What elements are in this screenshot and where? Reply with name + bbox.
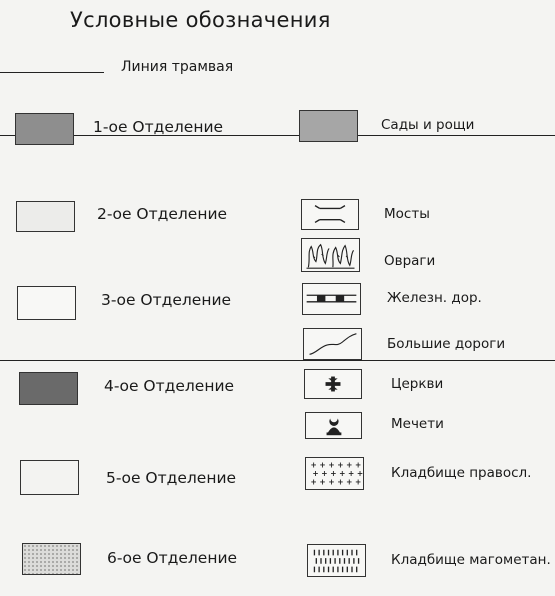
svg-text:+ + + + + +: + + + + + +	[312, 468, 363, 478]
tram-line-label: Линия трамвая	[121, 59, 234, 75]
department-6-swatch	[22, 543, 81, 575]
gardens-swatch-icon	[299, 110, 358, 142]
railway-icon	[302, 283, 361, 315]
department-6-label: 6-ое Отделение	[107, 549, 238, 567]
ravine-icon	[301, 238, 360, 272]
svg-text:+ + + + + +: + + + + + +	[310, 477, 362, 487]
muslim-cemetery-label: Кладбище магометан.	[391, 552, 551, 568]
bridge-icon	[301, 199, 359, 230]
tram-line-sample	[0, 72, 104, 73]
mosques-label: Мечети	[391, 416, 444, 432]
bridges-label: Мосты	[384, 206, 430, 222]
department-3-swatch	[17, 286, 76, 320]
legend-title: Условные обозначения	[70, 8, 331, 32]
department-3-label: 3-ое Отделение	[101, 291, 232, 309]
muslim-cemetery-icon	[307, 544, 366, 577]
department-1-label: 1-ое Отделение	[93, 118, 224, 136]
tram-line-divider	[0, 360, 555, 361]
svg-text:+ + + + + +: + + + + + +	[310, 460, 362, 470]
department-2-swatch	[16, 201, 75, 232]
department-1-swatch	[15, 113, 74, 145]
department-5-swatch	[20, 460, 79, 495]
tram-line-divider	[0, 135, 555, 136]
department-4-swatch	[19, 372, 78, 405]
gardens-label: Сады и рощи	[381, 117, 475, 133]
department-4-label: 4-ое Отделение	[104, 377, 235, 395]
ravines-label: Овраги	[384, 253, 436, 269]
churches-label: Церкви	[391, 376, 444, 392]
mosque-crescent-icon	[305, 412, 362, 439]
department-5-label: 5-ое Отделение	[106, 469, 237, 487]
highways-label: Большие дороги	[387, 336, 506, 352]
orthodox-cemetery-icon	[305, 457, 364, 490]
highway-icon	[303, 328, 362, 360]
department-2-label: 2-ое Отделение	[97, 205, 228, 223]
church-cross-icon	[304, 369, 362, 399]
railways-label: Железн. дор.	[387, 290, 482, 306]
orthodox-cemetery-label: Кладбище правосл.	[391, 465, 532, 481]
